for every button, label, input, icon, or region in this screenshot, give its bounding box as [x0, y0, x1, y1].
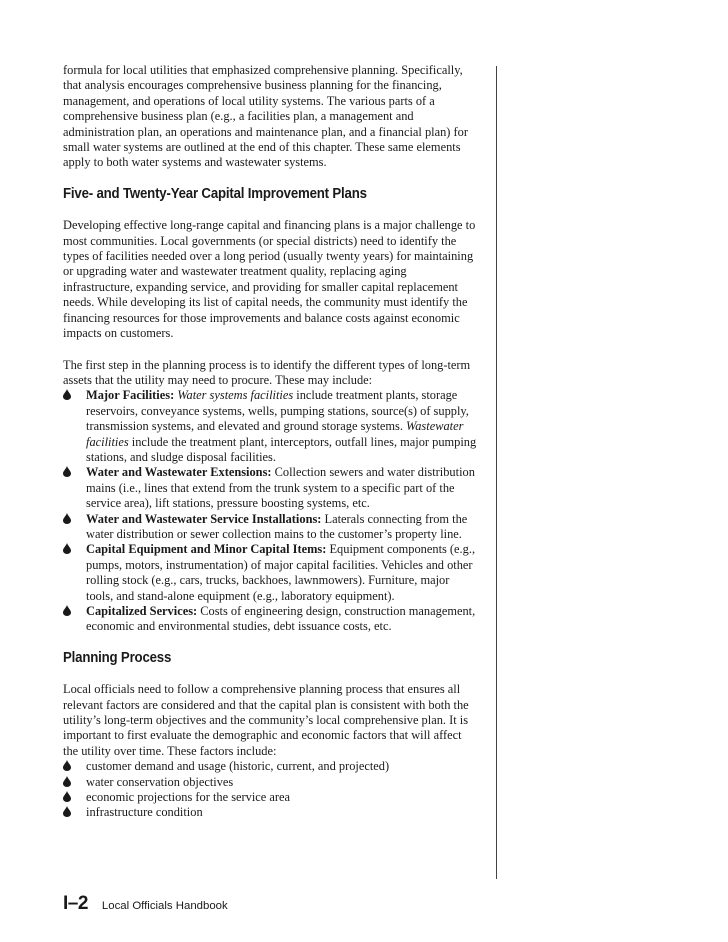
item-term: Capital Equipment and Minor Capital Items:: [86, 542, 327, 557]
list-item: [63, 465, 477, 511]
drop-bullet-icon: [63, 605, 71, 616]
asset-type-list: [63, 388, 477, 635]
first-step-paragraph: The first step in the planning process is to identify the different types of long-term assets that the utility may need to procure. These may include:: [63, 357, 471, 387]
item-term: Capitalized Services:: [86, 604, 198, 618]
list-item: [63, 775, 477, 790]
intro-paragraph: formula for local utilities that emphasized comprehensive planning. Specifically, that analysis encourages comprehensive business planning for the financing, management, and operations of local utility systems. The various parts of a comprehensive business plan (e.g., a facilities plan, a management and administration plan, an operations and maintenance plan, and a financial plan) for small water systems are outlined at the end of this chapter. These same elements apply to both water systems and wastewater systems.: [63, 63, 468, 170]
item-italic: Water systems facilities: [177, 388, 294, 403]
item-text: economic projections for the service area: [86, 790, 291, 805]
page-footer: [63, 893, 228, 917]
item-term: Water and Wastewater Extensions:: [86, 465, 272, 480]
drop-bullet-icon: [63, 543, 71, 554]
item-text: water conservation objectives: [86, 774, 234, 789]
list-item: [63, 759, 477, 774]
item-term: Water and Wastewater Service Installations:: [86, 511, 322, 526]
list-item: [63, 604, 477, 635]
item-text: customer demand and usage (historic, current, and projected): [86, 759, 390, 774]
capital-plans-paragraph: Developing effective long-range capital and financing plans is a major challenge to most communities. Local governments (or special districts) need to identify the types of facilities needed over a long period (usually twenty years) for maintaining or upgrading water and wastewater treatment quality, replacing aging infrastructure, expanding service, and providing for smaller capital replacement needs. While developing its list of capital needs, the community must identify the financing resources for those improvements and balance costs against economic impacts on customers.: [63, 218, 476, 341]
list-item: [63, 542, 477, 604]
section-heading-capital-plans: Five- and Twenty-Year Capital Improvement Plans: [63, 185, 367, 202]
drop-bullet-icon: [63, 806, 71, 817]
item-italic: Wastewater facilities: [86, 419, 464, 449]
list-item: [63, 790, 477, 805]
section-heading-planning-process: Planning Process: [63, 649, 172, 666]
footer-title: Local Officials Handbook: [101, 900, 228, 912]
item-text: Costs of engineering design, construction management, economic and environmental studies, debt issuance costs, etc.: [86, 604, 476, 634]
drop-bullet-icon: [63, 389, 71, 400]
item-text: include the treatment plant, interceptors, outfall lines, major pumping stations, and sludge disposal facilities.: [86, 434, 477, 464]
page-number: I–2: [63, 893, 88, 914]
list-item: [63, 388, 477, 465]
factor-list: [63, 759, 477, 821]
drop-bullet-icon: [63, 760, 71, 771]
planning-process-paragraph: Local officials need to follow a comprehensive planning process that ensures all relevant factors are considered and that the capital plan is consistent with both the utility’s long-term objectives and the community’s local comprehensive plan. It is important to first evaluate the demographic and economic factors that will affect the utility over time. These factors include:: [63, 682, 469, 758]
column-rule: [496, 66, 497, 879]
item-term: Major Facilities:: [86, 388, 175, 403]
drop-bullet-icon: [63, 513, 71, 524]
list-item: [63, 805, 477, 820]
list-item: [63, 512, 477, 543]
page-body: [63, 63, 477, 821]
item-text: Equipment components (e.g., pumps, motors, instrumentation) of major capital facilities. Vehicles and other rolling stock (e.g., cars, trucks, backhoes, lawnmowers). Furniture, major tools, and stand-alone equipment (e.g., laboratory equipment).: [86, 542, 476, 603]
item-text: infrastructure condition: [86, 805, 203, 820]
item-text: Laterals connecting from the water distribution or sewer collection mains to the customer’s property line.: [86, 511, 468, 541]
drop-bullet-icon: [63, 776, 71, 787]
item-text: include treatment plants, storage reservoirs, conveyance systems, wells, pumping stations, source(s) of supply, transmission systems, and elevated and ground storage systems.: [86, 388, 469, 434]
item-text: Collection sewers and water distribution mains (i.e., lines that extend from the trunk system to a specific part of the service area), lift stations, pressure boosting systems, etc.: [86, 465, 475, 511]
drop-bullet-icon: [63, 791, 71, 802]
drop-bullet-icon: [63, 466, 71, 477]
